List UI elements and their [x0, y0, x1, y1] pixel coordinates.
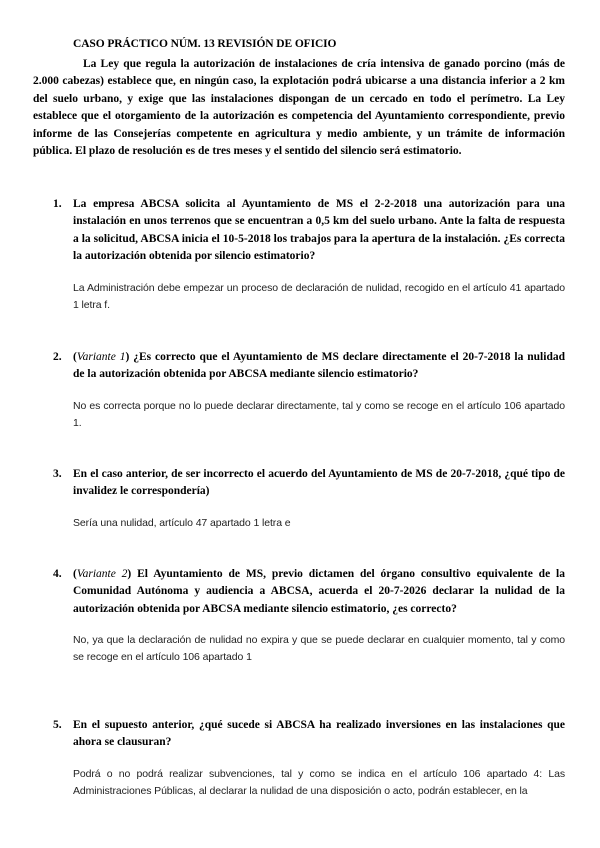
question-text: La empresa ABCSA solicita al Ayuntamiento de MS el 2-2-2018 una autorización para una instalación en unos terrenos que se encuentran a 0,5 km del suelo urbano. Ante la falta de respuesta a la solicitud, ABCSA inicia el 10-5-2018 los trabajos para la apertura de la instalación. ¿Es correcta la autorización obtenida por silencio estimatorio? [73, 198, 565, 263]
question-number: 1. [53, 198, 62, 210]
document-title: CASO PRÁCTICO NÚM. 13 REVISIÓN DE OFICIO [73, 38, 337, 50]
answer-text: Podrá o no podrá realizar subvenciones, tal y como se indica en el artículo 106 apartado 4: Las Administraciones Públicas, al declarar la nulidad de una disposición o acto, podrán establecer, en la [73, 767, 565, 797]
question-item [33, 717, 565, 800]
document-page [33, 32, 565, 160]
question-body: ¿Es correcto que el Ayuntamiento de MS declare directamente el 20-7-2018 la nulidad de la autorización obtenida por ABCSA mediante silencio estimatorio? [73, 351, 565, 381]
answer-text: No, ya que la declaración de nulidad no expira y que se puede declarar en cualquier momento, tal y como se recoge en el artículo 106 apartado 1 [73, 634, 565, 664]
answer-text: Sería una nulidad, artículo 47 apartado 1 letra e [73, 516, 291, 529]
variant-label: Variante 2 [76, 568, 128, 580]
variant-open: ( [73, 568, 77, 580]
question-text: En el caso anterior, de ser incorrecto el acuerdo del Ayuntamiento de MS de 20-7-2018, ¿qué tipo de invalidez le correspondería) [73, 468, 565, 498]
intro-paragraph: La Ley que regula la autorización de instalaciones de cría intensiva de ganado porcino (más de 2.000 cabezas) establece que, en ningún caso, la explotación podrá ubicarse a una distancia inferior a 2 km del suelo urbano, y exige que las instalaciones dispongan de un cercado en todo el perímetro. La Ley establece que el otorgamiento de la autorización es competencia del Ayuntamiento correspondiente, previo informe de las Consejerías competente en agricultura y medio ambiente, y un trámite de información pública. El plazo de resolución es de tres meses y el sentido del silencio será estimatorio. [33, 58, 565, 158]
question-number: 4. [53, 568, 62, 580]
question-text [73, 566, 565, 618]
question-item [33, 349, 565, 432]
variant-label: Variante 1 [76, 351, 126, 363]
question-item [33, 196, 565, 314]
answer-text: No es correcta porque no lo puede declarar directamente, tal y como se recoge en el artículo 106 apartado 1. [73, 399, 565, 429]
question-body: El Ayuntamiento de MS, previo dictamen del órgano consultivo equivalente de la Comunidad Autónoma y audiencia a ABCSA, acuerda el 20-7-2026 declarar la nulidad de la autorización obtenida por ABCSA mediante silencio estimatorio, ¿es correcto? [73, 568, 565, 615]
answer-text: La Administración debe empezar un proceso de declaración de nulidad, recogido en el artículo 41 apartado 1 letra f. [73, 281, 565, 311]
question-number: 2. [53, 351, 62, 363]
question-text [73, 349, 565, 384]
question-number: 5. [53, 719, 62, 731]
question-text: En el supuesto anterior, ¿qué sucede si ABCSA ha realizado inversiones en las instalaciones que ahora se clausuran? [73, 719, 565, 749]
variant-close: ) [127, 568, 132, 580]
question-item [33, 566, 565, 666]
question-number: 3. [53, 468, 62, 480]
variant-open: ( [73, 351, 77, 363]
variant-close: ) [125, 351, 130, 363]
question-item [33, 466, 565, 532]
